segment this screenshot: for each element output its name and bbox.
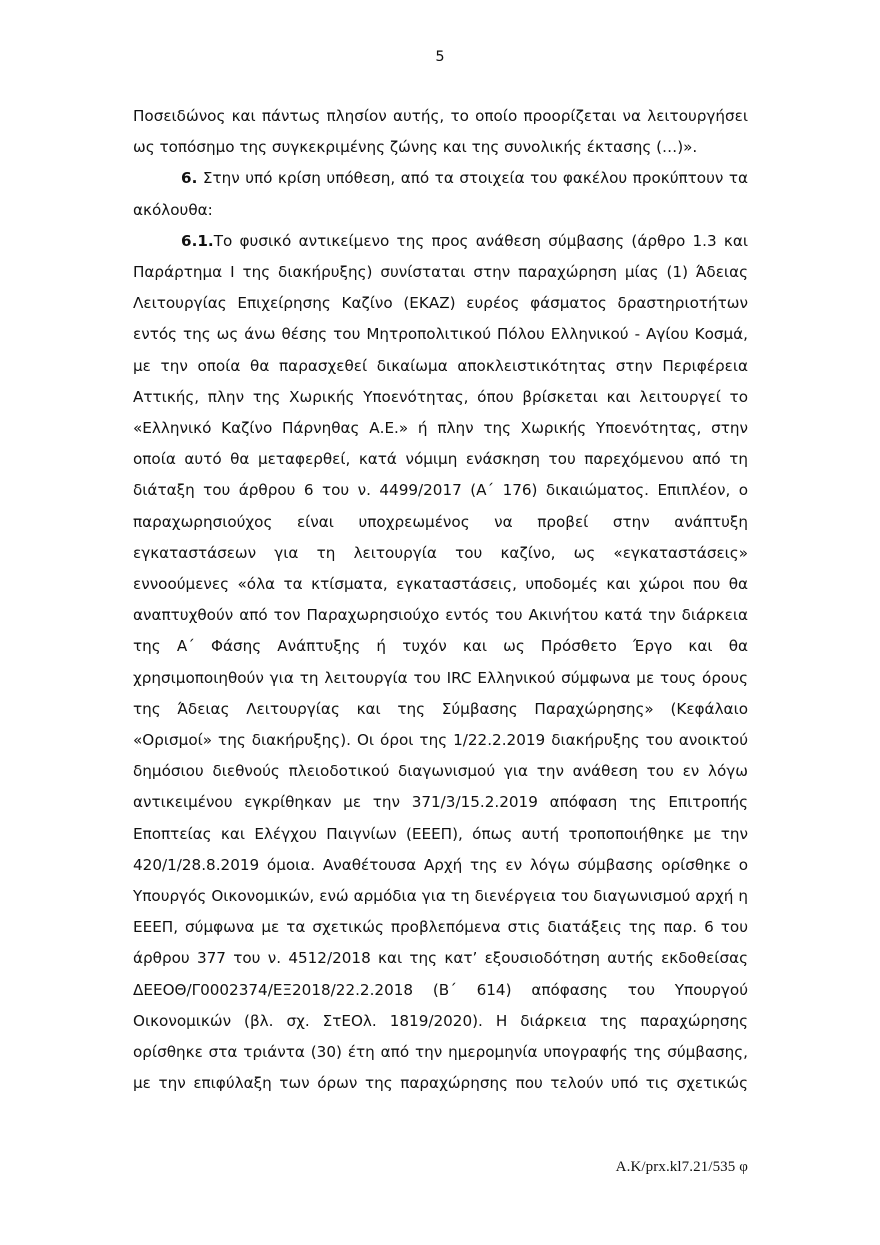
section-6-text: Στην υπό κρίση υπόθεση, από τα στοιχεία του φακέλου προκύπτουν τα ακόλουθα:	[133, 169, 748, 219]
section-number-6: 6.	[181, 169, 198, 188]
section-number-6-1: 6.1.	[181, 231, 214, 250]
paragraph-section-6-1	[133, 226, 748, 1100]
document-body	[133, 101, 748, 1100]
paragraph-section-6	[133, 163, 748, 225]
paragraph-continuation: Ποσειδώνος και πάντως πλησίον αυτής, το οποίο προορίζεται να λειτουργήσει ως τοπόσημο της συγκεκριμένης ζώνης και της συνολικής έκτασης (…)».	[133, 107, 748, 157]
section-6-1-text: Το φυσικό αντικείμενο της προς ανάθεση σύμβασης (άρθρο 1.3 και Παράρτημα Ι της διακήρυξης) συνίσταται στην παραχώρηση μίας (1) Άδειας Λειτουργίας Επιχείρησης Καζίνο (ΕΚΑΖ) ευρέος φάσματος δραστηριοτήτων εντός της ως άνω θέσης του Μητροπολιτικού Πόλου Ελληνικού - Αγίου Κοσμά, με την οποία θα παρασχεθεί δικαίωμα αποκλειστικότητας στην Περιφέρεια Αττικής, πλην της Χωρικής Υποενότητας, όπου βρίσκεται και λειτουργεί το «Ελληνικό Καζίνο Πάρνηθας Α.Ε.» ή πλην της Χωρικής Υποενότητας, στην οποία αυτό θα μεταφερθεί, κατά νόμιμη ενάσκηση του παρεχόμενου από τη διάταξη του άρθρου 6 του ν. 4499/2017 (Α΄ 176) δικαιώματος. Επιπλέον, ο παραχωρησιούχος είναι υποχρεωμένος να προβεί στην ανάπτυξη εγκαταστάσεων για τη λειτουργία του καζίνο, ως «εγκαταστάσεις» εννοούμενες «όλα τα κτίσματα, εγκαταστάσεις, υποδομές και χώροι που θα αναπτυχθούν από τον Παραχωρησιούχο εντός του Ακινήτου κατά την διάρκεια της Α΄ Φάσης Ανάπτυξης ή τυχόν και ως Πρόσθετο Έργο και θα χρησιμοποιηθούν για τη λειτουργία του IRC Ελληνικού σύμφωνα με τους όρους της Άδειας Λειτουργίας και της Σύμβασης Παραχώρησης» (Κεφάλαιο «Ορισμοί» της διακήρυξης). Οι όροι της 1/22.2.2019 διακήρυξης του ανοικτού δημόσιου διεθνούς πλειοδοτικού διαγωνισμού για την ανάθεση του εν λόγω αντικειμένου εγκρίθηκαν με την 371/3/15.2.2019 απόφαση της Επιτροπής Εποπτείας και Ελέγχου Παιγνίων (ΕΕΕΠ), όπως αυτή τροποποιήθηκε με την 420/1/28.8.2019 όμοια. Αναθέτουσα Αρχή της εν λόγω σύμβασης ορίσθηκε ο Υπουργός Οικονομικών, ενώ αρμόδια για τη διενέργεια του διαγωνισμού αρχή η ΕΕΕΠ, σύμφωνα με τα σχετικώς προβλεπόμενα στις διατάξεις της παρ. 6 του άρθρου 377 του ν. 4512/2018 και της κατ’ εξουσιοδότηση αυτής εκδοθείσας ΔΕΕΟΘ/Γ0002374/ΕΞ2018/22.2.2018 (Β΄ 614) απόφασης του Υπουργού Οικονομικών (βλ. σχ. ΣτΕΟλ. 1819/2020). Η διάρκεια της παραχώρησης ορίσθηκε στα τριάντα (30) έτη από την ημερομηνία υπογραφής της σύμβασης, με την επιφύλαξη των όρων της παραχώρησης που τελούν υπό τις σχετικώς	[133, 231, 748, 1093]
footer-reference: Α.Κ/prx.kl7.21/535 φ	[615, 1159, 748, 1175]
page-number: 5	[435, 49, 445, 65]
